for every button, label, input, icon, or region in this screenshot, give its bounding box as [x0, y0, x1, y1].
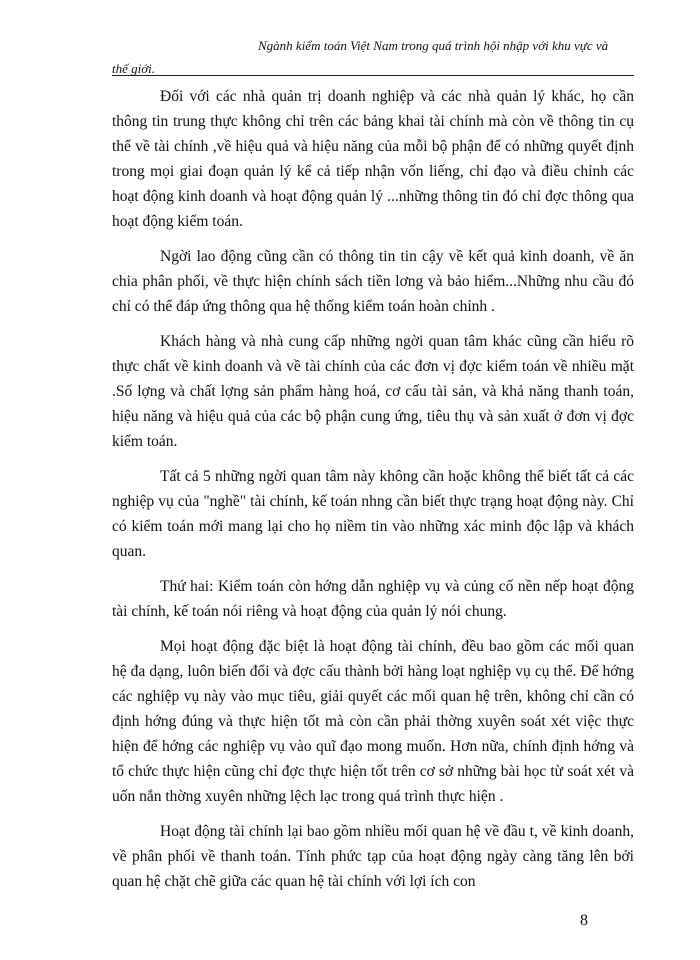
running-header: Ngành kiểm toán Việt Nam trong quá trình hội nhập với khu vực và	[258, 38, 609, 53]
document-body	[112, 84, 634, 904]
paragraph: Mọi hoạt động đặc biệt là hoạt động tài chính, đều bao gồm các mối quan hệ đa dạng, luôn biến đổi và đợc cấu thành bởi hàng loạt nghiệp vụ cụ thể. Để hớng các nghiệp vụ này vào mục tiêu, giải quyết các mối quan hệ trên, không chỉ cần có định hớng đúng và thực hiện tốt mà còn cần phải thờng xuyên soát xét việc thực hiện để hớng các nghiệp vụ vào quĩ đạo mong muốn. Hơn nữa, chính định hớng và tổ chức thực hiện cũng chỉ đợc thực hiện tốt trên cơ sở những bài học từ soát xét và uốn nắn thờng xuyên những lệch lạc trong quá trình thực hiện .	[112, 638, 634, 805]
header-rule	[112, 75, 634, 76]
paragraph: Thứ hai: Kiểm toán còn hớng dẫn nghiệp vụ và củng cố nền nếp hoạt động tài chính, kế toán nói riêng và hoạt động của quản lý nói chung.	[112, 578, 634, 620]
page-number: 8	[580, 912, 588, 929]
running-header-continued: thế giới.	[112, 61, 156, 76]
paragraph: Tất cả 5 những ngời quan tâm này không cần hoặc không thể biết tất cả các nghiệp vụ của "nghề" tài chính, kế toán nhng cần biết thực trạng hoạt động này. Chỉ có kiểm toán mới mang lại cho họ niềm tin vào những xác minh độc lập và khách quan.	[112, 468, 634, 560]
paragraph: Đối với các nhà quản trị doanh nghiệp và các nhà quản lý khác, họ cần thông tin trung thực không chỉ trên các bảng khai tài chính mà còn về thông tin cụ thể về tài chính ,về hiệu quả và hiệu năng của mỗi bộ phận để có những quyết định trong mọi giai đoạn quản lý kể cả tiếp nhận vốn liếng, chỉ đạo và điều chỉnh các hoạt động kinh doanh và hoạt động quản lý ...những thông tin đó chỉ đợc thông qua hoạt động kiểm toán.	[112, 88, 634, 230]
paragraph: Hoạt động tài chính lại bao gồm nhiều mối quan hệ về đầu t, về kinh doanh, về phân phối về thanh toán. Tính phức tạp của hoạt động ngày càng tăng lên bởi quan hệ chặt chẽ giữa các quan hệ tài chính với lợi ích con	[112, 823, 634, 890]
paragraph: Ngời lao động cũng cần có thông tin tin cậy về kết quả kinh doanh, về ăn chia phân phối, về thực hiện chính sách tiền lơng và bảo hiểm...Những nhu cầu đó chỉ có thể đáp ứng thông qua hệ thống kiểm toán hoàn chỉnh .	[112, 248, 634, 315]
paragraph: Khách hàng và nhà cung cấp những ngời quan tâm khác cũng cần hiểu rõ thực chất về kinh doanh và về tài chính của các đơn vị đợc kiểm toán về nhiều mặt .Số lợng và chất lợng sản phẩm hàng hoá, cơ cấu tài sản, và khả năng thanh toán, hiệu năng và hiệu quả của các bộ phận cung ứng, tiêu thụ và sản xuất ở đơn vị đợc kiểm toán.	[112, 333, 634, 450]
